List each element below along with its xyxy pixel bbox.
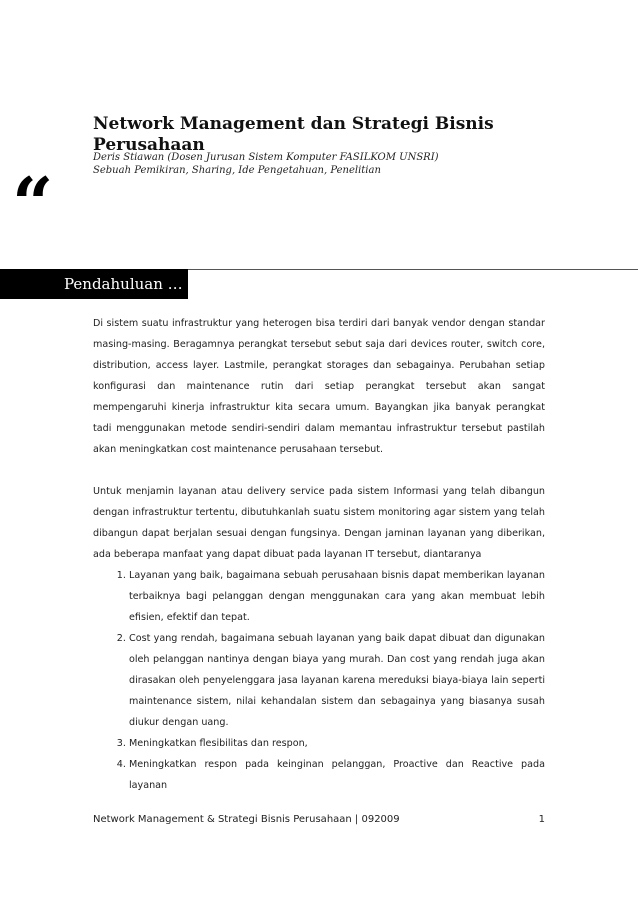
- paragraph: Untuk menjamin layanan atau delivery service pada sistem Informasi yang telah dibangun dengan infrastruktur tertentu, dibutuhkanlah suatu sistem monitoring agar sistem yang telah dibangun dapat berjalan sesuai dengan fungsinya. Dengan jaminan layanan yang diberikan, ada beberapa manfaat yang dapat dibuat pada layanan IT tersebut, diantaranya: [93, 486, 545, 560]
- list-item: 1. Layanan yang baik, bagaimana sebuah perusahaan bisnis dapat memberikan layanan terbaiknya bagi pelanggan dengan menggunakan cara yang akan membuat lebih efisien, efektif dan tepat.: [129, 565, 545, 628]
- list-item: 4. Meningkatkan respon pada keinginan pelanggan, Proactive dan Reactive pada layanan: [129, 754, 545, 796]
- author-line: Deris Stiawan (Dosen Jurusan Sistem Komputer FASILKOM UNSRI): [93, 152, 439, 163]
- benefits-list: [93, 565, 545, 796]
- section-title: Pendahuluan …: [64, 275, 183, 293]
- document-title: Network Management dan Strategi Bisnis Perusahaan: [93, 114, 494, 155]
- page-footer: [93, 813, 545, 827]
- subtitle-line: Sebuah Pemikiran, Sharing, Ide Pengetahuan, Penelitian: [93, 165, 381, 176]
- list-item: 3. Meningkatkan flesibilitas dan respon,: [129, 733, 545, 754]
- quote-mark-icon: “: [12, 161, 54, 246]
- paragraph: Di sistem suatu infrastruktur yang heterogen bisa terdiri dari banyak vendor dengan standar masing-masing. Beragamnya perangkat tersebut sebut saja dari devices router, switch core, distribution, access layer. Lastmile, perangkat storages dan sebagainya. Perubahan setiap konfigurasi dan maintenance rutin dari setiap perangkat tersebut akan sangat mempengaruhi kinerja infrastruktur kita secara umum. Bayangkan jika banyak perangkat tadi menggunakan metode sendiri-sendiri dalam memantau infrastruktur tersebut pastilah akan meningkatkan cost maintenance perusahaan tersebut.: [93, 318, 545, 455]
- list-item: 2. Cost yang rendah, bagaimana sebuah layanan yang baik dapat dibuat dan digunakan oleh pelanggan nantinya dengan biaya yang murah. Dan cost yang rendah juga akan dirasakan oleh penyelenggara jasa layanan karena mereduksi biaya-biaya lain seperti maintenance sistem, nilai kehandalan sistem dan sebagainya yang biasanya susah diukur dengan uang.: [129, 628, 545, 733]
- footer-text: Network Management & Strategi Bisnis Perusahaan | 092009: [93, 814, 400, 825]
- body-text: [93, 313, 545, 796]
- section-divider: [188, 269, 638, 270]
- page-number: 1: [538, 814, 545, 825]
